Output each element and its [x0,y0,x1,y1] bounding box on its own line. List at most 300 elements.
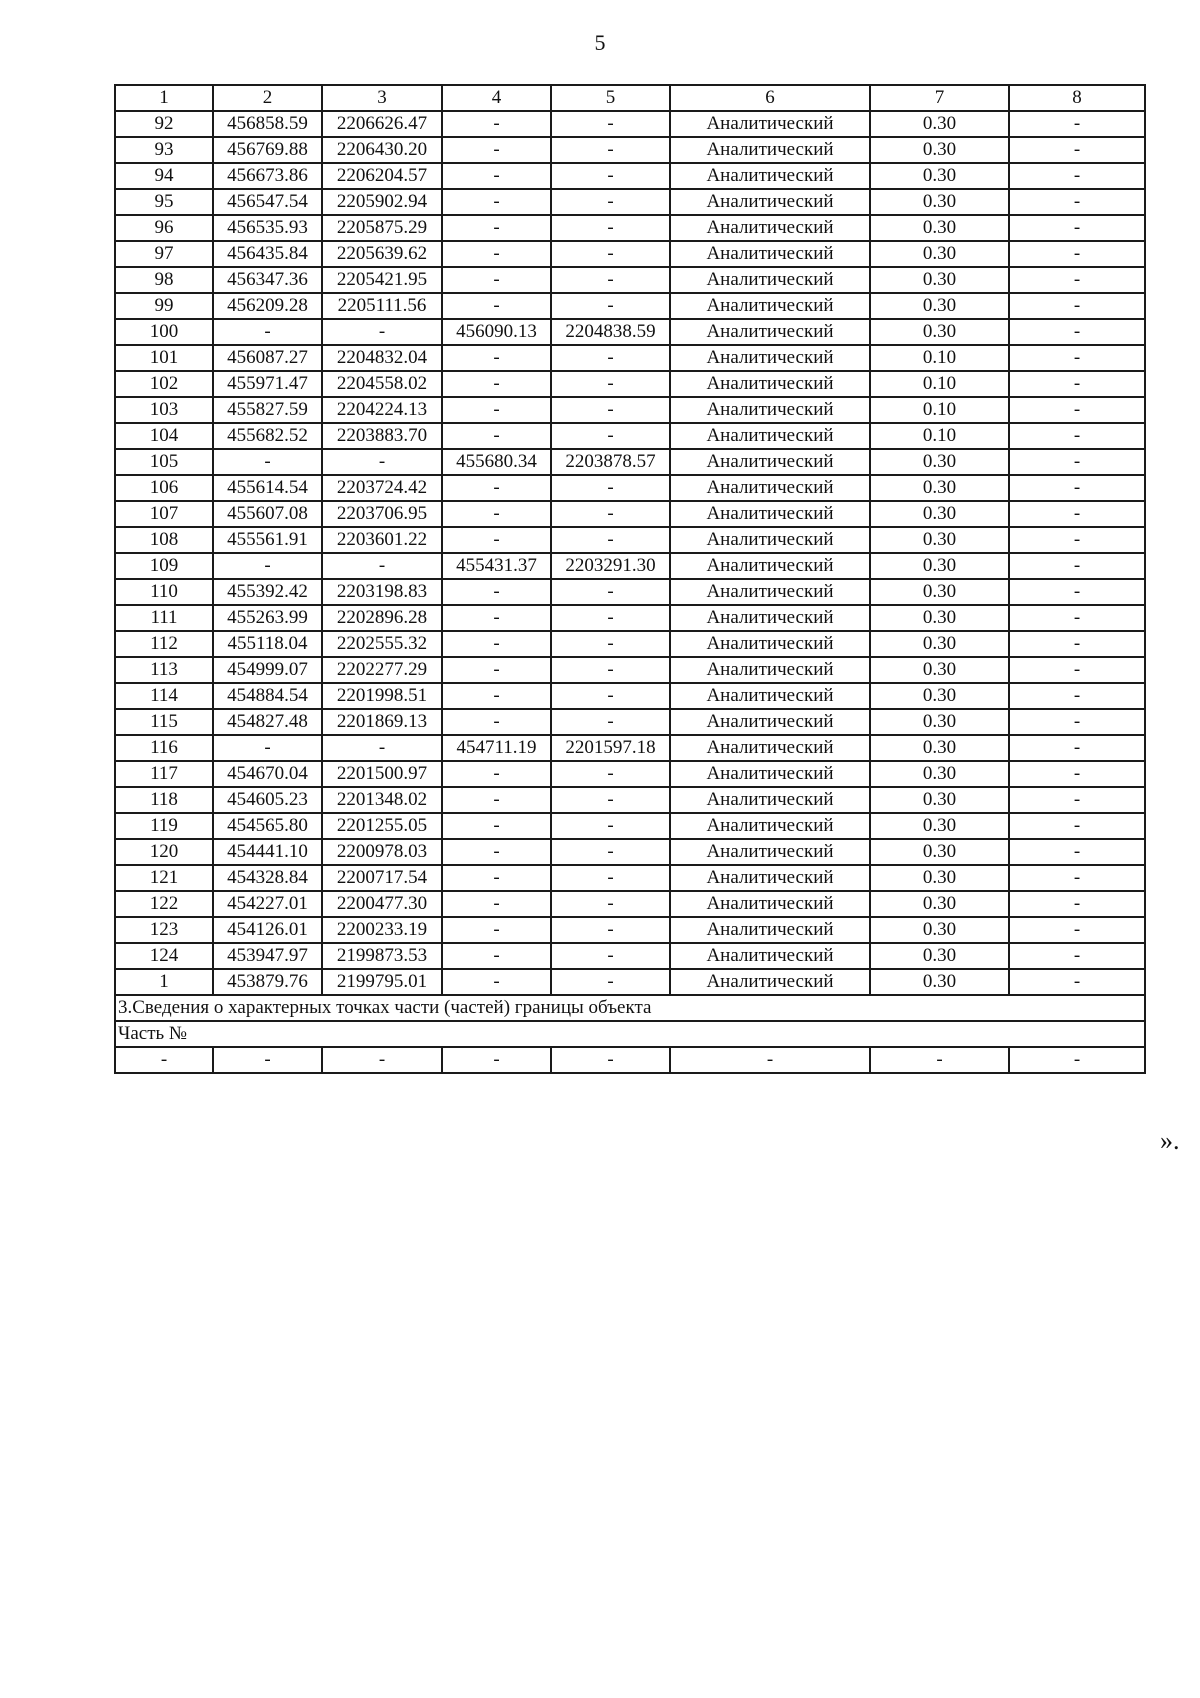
table-row [115,787,1145,813]
table-row [115,891,1145,917]
table-cell: 0.30 [870,865,1009,891]
table-cell: Аналитический [670,241,870,267]
table-cell: Аналитический [670,345,870,371]
table-cell: 456209.28 [213,293,322,319]
table-row [115,839,1145,865]
table-cell: 110 [115,579,213,605]
table-cell: - [551,579,670,605]
table-cell: 0.30 [870,683,1009,709]
table-cell: 113 [115,657,213,683]
table-cell: 2203706.95 [322,501,442,527]
table-row [115,943,1145,969]
table-cell: 2202896.28 [322,605,442,631]
table-cell: - [442,579,551,605]
table-cell: - [213,553,322,579]
empty-part-row [115,1047,1145,1073]
table-cell: 119 [115,813,213,839]
table-cell: 455607.08 [213,501,322,527]
table-row [115,865,1145,891]
table-cell: - [442,1047,551,1073]
table-cell: Аналитический [670,111,870,137]
table-row [115,605,1145,631]
table-cell: - [442,293,551,319]
table-row [115,475,1145,501]
table-cell: - [442,865,551,891]
table-cell: 454441.10 [213,839,322,865]
table-cell: - [1009,891,1145,917]
table-cell: Аналитический [670,865,870,891]
table-row [115,423,1145,449]
table-cell: - [442,267,551,293]
table-cell: 454670.04 [213,761,322,787]
table-header-row [115,85,1145,111]
table-cell: 2204558.02 [322,371,442,397]
table-cell: 456673.86 [213,163,322,189]
table-cell: 2203198.83 [322,579,442,605]
table-row [115,163,1145,189]
table-cell: 455971.47 [213,371,322,397]
table-cell: 456769.88 [213,137,322,163]
table-row [115,527,1145,553]
table-cell: 454711.19 [442,735,551,761]
table-cell: - [1009,137,1145,163]
table-row [115,683,1145,709]
table-row [115,657,1145,683]
table-cell: 0.30 [870,319,1009,345]
table-body [115,85,1145,1073]
table-cell: - [551,917,670,943]
table-cell: 117 [115,761,213,787]
table-cell: 3 [322,85,442,111]
table-cell: 0.10 [870,345,1009,371]
table-cell: Аналитический [670,917,870,943]
table-cell: - [1009,553,1145,579]
table-cell: Аналитический [670,475,870,501]
table-cell: - [551,839,670,865]
table-cell: - [1009,579,1145,605]
table-cell: - [442,761,551,787]
table-cell: - [1009,241,1145,267]
table-cell: Аналитический [670,735,870,761]
table-cell: - [1009,709,1145,735]
table-cell: 0.30 [870,501,1009,527]
part-label: Часть № [115,1021,1145,1047]
table-cell: 111 [115,605,213,631]
table-row [115,111,1145,137]
table-cell: - [1009,111,1145,137]
table-cell: - [551,137,670,163]
table-cell: 455118.04 [213,631,322,657]
table-cell: Аналитический [670,761,870,787]
table-cell: Аналитический [670,579,870,605]
table-cell: - [1009,163,1145,189]
table-cell: 456858.59 [213,111,322,137]
table-cell: 5 [551,85,670,111]
section-title-row [115,995,1145,1021]
table-cell: - [1009,683,1145,709]
table-cell: - [551,163,670,189]
table-cell: 0.30 [870,267,1009,293]
table-row [115,267,1145,293]
table-cell: 0.30 [870,579,1009,605]
table-cell: 453947.97 [213,943,322,969]
table-cell: 0.10 [870,423,1009,449]
table-cell: 2203291.30 [551,553,670,579]
table-cell: - [551,657,670,683]
table-cell: - [1009,839,1145,865]
table-cell: - [322,449,442,475]
table-cell: - [442,943,551,969]
table-cell: - [442,709,551,735]
table-row [115,345,1145,371]
table-cell: - [1009,449,1145,475]
table-cell: 2206626.47 [322,111,442,137]
table-cell: - [442,813,551,839]
table-cell: 2203878.57 [551,449,670,475]
table-cell: - [1009,787,1145,813]
table-cell: - [551,1047,670,1073]
table-cell: - [670,1047,870,1073]
table-cell: 0.10 [870,371,1009,397]
table-cell: Аналитический [670,501,870,527]
table-cell: 454126.01 [213,917,322,943]
table-cell: 455682.52 [213,423,322,449]
table-cell: Аналитический [670,267,870,293]
table-cell: - [551,241,670,267]
table-cell: 108 [115,527,213,553]
table-cell: 2203601.22 [322,527,442,553]
table-cell: 2200477.30 [322,891,442,917]
table-row [115,579,1145,605]
table-cell: - [551,631,670,657]
table-cell: 101 [115,345,213,371]
table-cell: 95 [115,189,213,215]
table-cell: 107 [115,501,213,527]
table-cell: 0.30 [870,631,1009,657]
table-cell: 1 [115,85,213,111]
table-cell: 2200717.54 [322,865,442,891]
table-cell: 2204832.04 [322,345,442,371]
table-cell: - [213,319,322,345]
table-cell: 2200233.19 [322,917,442,943]
table-cell: - [442,527,551,553]
table-cell: - [442,163,551,189]
table-cell: 109 [115,553,213,579]
table-cell: Аналитический [670,215,870,241]
table-row [115,813,1145,839]
table-cell: - [442,111,551,137]
table-cell: - [442,501,551,527]
table-cell: 92 [115,111,213,137]
table-cell: - [551,423,670,449]
table-cell: - [551,111,670,137]
table-cell: Аналитический [670,189,870,215]
table-cell: 2205902.94 [322,189,442,215]
table-cell: 2204838.59 [551,319,670,345]
table-cell: 121 [115,865,213,891]
table-cell: 455263.99 [213,605,322,631]
table-cell: Аналитический [670,709,870,735]
table-cell: 456435.84 [213,241,322,267]
table-cell: 0.30 [870,605,1009,631]
table-cell: 7 [870,85,1009,111]
table-cell: 0.30 [870,449,1009,475]
table-cell: - [322,319,442,345]
table-cell: - [551,475,670,501]
table-cell: 0.30 [870,709,1009,735]
table-cell: 123 [115,917,213,943]
table-row [115,137,1145,163]
table-cell: 2199795.01 [322,969,442,995]
table-cell: - [1009,527,1145,553]
table-row [115,189,1145,215]
table-cell: 454605.23 [213,787,322,813]
table-cell: 4 [442,85,551,111]
table-cell: 118 [115,787,213,813]
table-cell: - [551,761,670,787]
table-cell: Аналитический [670,423,870,449]
table-cell: - [442,631,551,657]
table-row [115,553,1145,579]
table-cell: 456087.27 [213,345,322,371]
table-cell: - [442,215,551,241]
table-cell: 2 [213,85,322,111]
table-cell: 0.30 [870,163,1009,189]
table-cell: 104 [115,423,213,449]
table-cell: - [1009,735,1145,761]
table-cell: Аналитический [670,631,870,657]
table-cell: 97 [115,241,213,267]
table-cell: 455680.34 [442,449,551,475]
table-cell: - [551,709,670,735]
table-cell: 454884.54 [213,683,322,709]
table-cell: 2206204.57 [322,163,442,189]
table-cell: - [551,293,670,319]
table-cell: 456535.93 [213,215,322,241]
table-cell: - [442,657,551,683]
table-cell: - [1009,423,1145,449]
table-cell: 0.30 [870,527,1009,553]
table-cell: 0.30 [870,137,1009,163]
table-cell: - [442,345,551,371]
table-cell: 2205639.62 [322,241,442,267]
table-cell: - [442,787,551,813]
table-row [115,735,1145,761]
table-cell: - [322,735,442,761]
table-cell: 94 [115,163,213,189]
table-cell: 124 [115,943,213,969]
table-cell: 6 [670,85,870,111]
table-cell: - [551,943,670,969]
table-cell: 2202277.29 [322,657,442,683]
table-cell: - [1009,267,1145,293]
table-cell: 103 [115,397,213,423]
table-cell: 0.30 [870,189,1009,215]
table-cell: Аналитический [670,839,870,865]
table-row [115,761,1145,787]
table-cell: - [551,683,670,709]
table-cell: Аналитический [670,683,870,709]
table-row [115,397,1145,423]
table-cell: - [1009,969,1145,995]
table-row [115,293,1145,319]
table-cell: - [1009,761,1145,787]
table-cell: - [1009,865,1145,891]
table-cell: Аналитический [670,969,870,995]
table-cell: - [551,891,670,917]
table-cell: 114 [115,683,213,709]
page-number: 5 [594,30,606,55]
table-cell: 102 [115,371,213,397]
table-cell: 2199873.53 [322,943,442,969]
table-cell: - [1009,501,1145,527]
table-cell: 1 [115,969,213,995]
table-cell: 0.30 [870,813,1009,839]
table-row [115,917,1145,943]
table-cell: Аналитический [670,293,870,319]
table-cell: 99 [115,293,213,319]
table-cell: Аналитический [670,449,870,475]
table-cell: - [442,241,551,267]
table-row [115,371,1145,397]
table-cell: - [1009,397,1145,423]
table-row [115,631,1145,657]
table-cell: - [1009,345,1145,371]
table-cell: 2205421.95 [322,267,442,293]
table-cell: Аналитический [670,891,870,917]
table-row [115,215,1145,241]
table-cell: Аналитический [670,657,870,683]
table-cell: 2201500.97 [322,761,442,787]
table-cell: 0.30 [870,787,1009,813]
table-cell: - [1009,605,1145,631]
table-cell: 2205111.56 [322,293,442,319]
table-cell: 0.30 [870,553,1009,579]
table-cell: 2201597.18 [551,735,670,761]
table-cell: - [442,917,551,943]
table-cell: 0.30 [870,943,1009,969]
table-cell: 2201348.02 [322,787,442,813]
table-cell: - [213,735,322,761]
table-cell: - [551,397,670,423]
table-cell: - [551,345,670,371]
table-cell: - [551,215,670,241]
table-cell: 0.30 [870,917,1009,943]
table-cell: 96 [115,215,213,241]
table-cell: - [442,137,551,163]
section-title: 3.Сведения о характерных точках части (частей) границы объекта [115,995,1145,1021]
table-cell: Аналитический [670,813,870,839]
table-cell: - [442,189,551,215]
table-cell: - [442,839,551,865]
table-cell: 105 [115,449,213,475]
table-cell: 0.30 [870,969,1009,995]
table-cell: 0.30 [870,735,1009,761]
table-cell: 2203883.70 [322,423,442,449]
table-cell: - [551,527,670,553]
table-cell: 2205875.29 [322,215,442,241]
coordinates-table [114,84,1146,1074]
table-cell: - [551,189,670,215]
table-cell: - [551,267,670,293]
table-cell: - [551,813,670,839]
table-cell: - [551,787,670,813]
table-cell: - [1009,475,1145,501]
table-cell: 2201998.51 [322,683,442,709]
table-cell: - [1009,943,1145,969]
table-cell: - [1009,371,1145,397]
table-cell: Аналитический [670,397,870,423]
table-cell: 455561.91 [213,527,322,553]
table-cell: - [1009,293,1145,319]
table-cell: - [442,683,551,709]
table-cell: Аналитический [670,371,870,397]
table-cell: 0.30 [870,761,1009,787]
table-cell: - [442,371,551,397]
table-cell: 456090.13 [442,319,551,345]
table-cell: 100 [115,319,213,345]
table-cell: 2206430.20 [322,137,442,163]
table-cell: 0.30 [870,111,1009,137]
table-row [115,319,1145,345]
table-cell: Аналитический [670,163,870,189]
table-cell: 0.30 [870,839,1009,865]
table-cell: 0.30 [870,293,1009,319]
coordinates-table-container [114,84,1144,1074]
table-cell: 115 [115,709,213,735]
table-cell: Аналитический [670,943,870,969]
table-cell: 0.30 [870,475,1009,501]
table-cell: - [551,605,670,631]
table-row [115,449,1145,475]
table-cell: 112 [115,631,213,657]
table-cell: 2203724.42 [322,475,442,501]
table-cell: - [1009,215,1145,241]
part-label-row [115,1021,1145,1047]
table-cell: - [322,1047,442,1073]
table-cell: 456547.54 [213,189,322,215]
table-cell: 2201869.13 [322,709,442,735]
table-cell: - [1009,319,1145,345]
table-cell: 0.30 [870,657,1009,683]
table-cell: 454328.84 [213,865,322,891]
table-cell: - [442,397,551,423]
table-cell: - [442,891,551,917]
table-cell: 93 [115,137,213,163]
table-cell: Аналитический [670,553,870,579]
table-cell: 2200978.03 [322,839,442,865]
table-cell: - [551,501,670,527]
table-cell: 454227.01 [213,891,322,917]
table-cell: 454565.80 [213,813,322,839]
table-cell: 106 [115,475,213,501]
table-cell: 0.30 [870,891,1009,917]
table-cell: - [870,1047,1009,1073]
table-cell: 455392.42 [213,579,322,605]
table-row [115,501,1145,527]
table-cell: - [442,423,551,449]
table-cell: Аналитический [670,787,870,813]
table-cell: - [1009,813,1145,839]
table-cell: 454999.07 [213,657,322,683]
table-cell: - [1009,189,1145,215]
table-cell: - [322,553,442,579]
table-cell: 120 [115,839,213,865]
table-cell: - [1009,631,1145,657]
table-cell: 2202555.32 [322,631,442,657]
table-cell: 0.10 [870,397,1009,423]
table-cell: - [442,969,551,995]
